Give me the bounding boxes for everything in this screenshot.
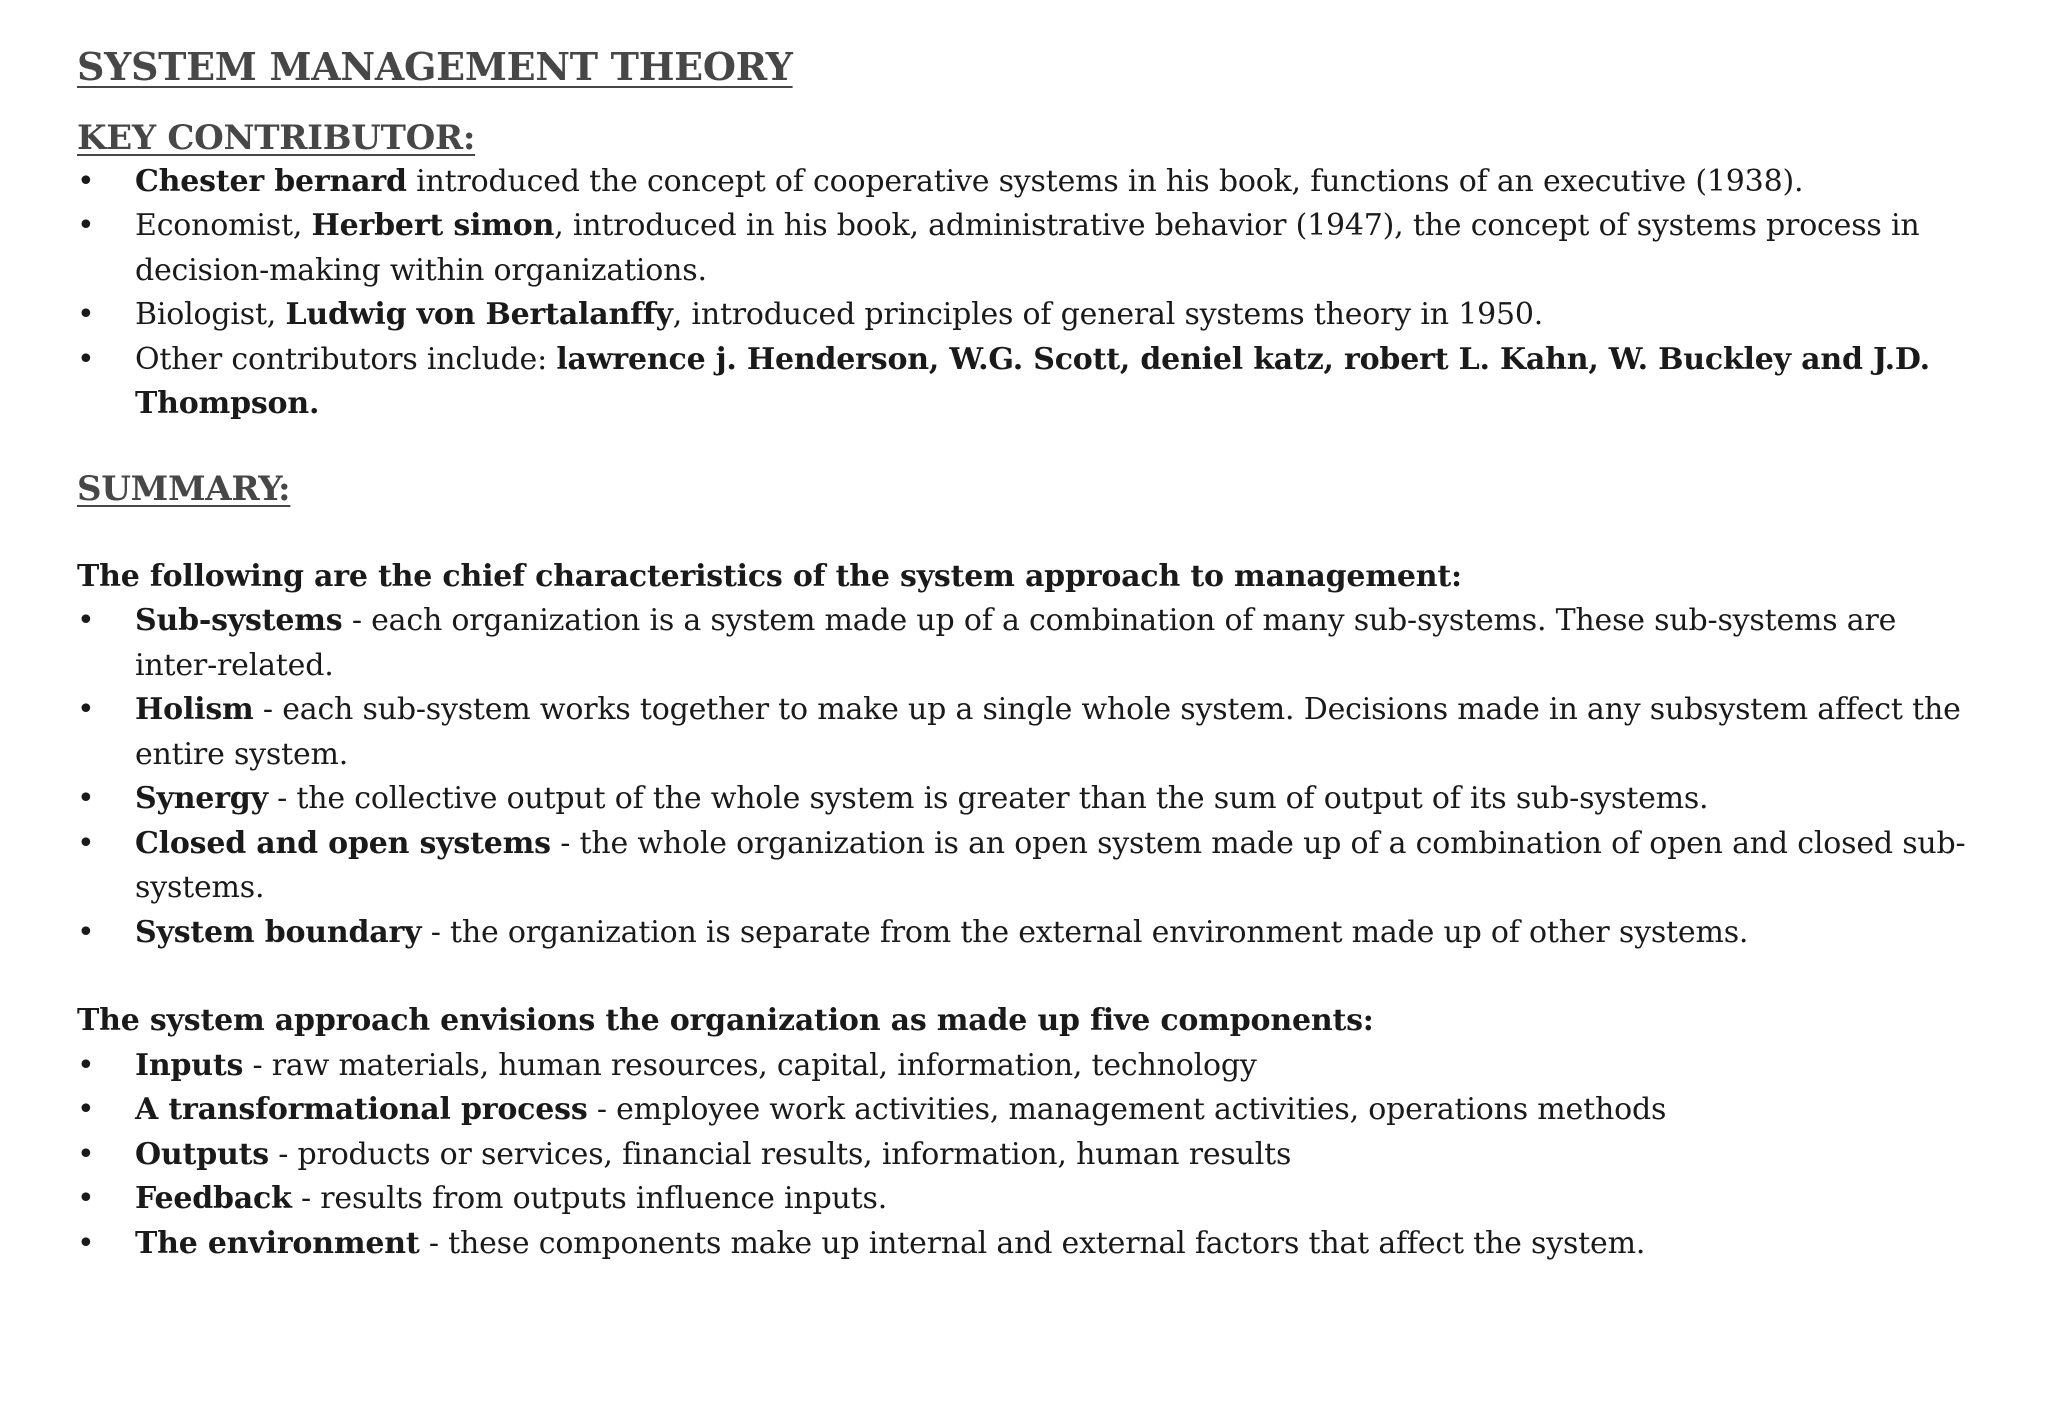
key-contributor-heading: KEY CONTRIBUTOR: [77,117,476,158]
component-description: - results from outputs influence inputs. [291,1181,888,1217]
list-item [77,599,1987,688]
bullet-icon: • [77,781,95,817]
characteristic-description: - the collective output of the whole system is greater than the sum of output of its sub-systems. [267,781,1709,817]
characteristic-term: Sub-systems [135,603,343,639]
bullet-icon: • [77,1181,95,1217]
bullet-icon: • [77,1225,95,1261]
bullet-icon: • [77,163,95,199]
bullet-icon: • [77,208,95,244]
characteristics-list [77,599,1987,955]
component-term: The environment [135,1225,420,1261]
characteristic-term: Synergy [135,781,268,817]
bullet-icon: • [77,297,95,333]
summary-heading: SUMMARY: [77,468,291,509]
component-description: - these components make up internal and external factors that affect the system. [419,1225,1646,1261]
characteristic-description: - each sub-system works together to make up a single whole system. Decisions made in any subsystem affect the entire system. [135,692,1961,772]
contributor-role: Economist, [135,208,312,244]
component-description: - raw materials, human resources, capital, information, technology [243,1047,1257,1083]
contributor-name: Herbert simon [311,208,555,244]
characteristic-description: - the organization is separate from the external environment made up of other systems. [421,914,1749,950]
contributor-role: Other contributors include: [135,341,557,377]
bullet-icon: • [77,1136,95,1172]
contributor-description: introduced the concept of cooperative systems in his book, functions of an executive (1938). [406,163,1804,199]
characteristic-description: - the whole organization is an open system made up of a combination of open and closed sub-systems. [135,825,1966,906]
list-item [77,1133,1987,1178]
contributor-name: lawrence j. Henderson, W.G. Scott, deniel katz, robert L. Kahn, W. Buckley and J.D. Thompson. [135,341,1930,422]
list-item [77,1222,1987,1267]
characteristics-intro: The following are the chief characteristics of the system approach to management: [77,558,1462,594]
list-item [77,1088,1987,1133]
component-term: Feedback [135,1181,292,1217]
components-intro: The system approach envisions the organization as made up five components: [77,1003,1374,1039]
list-item [77,338,1987,427]
characteristic-term: System boundary [135,914,422,950]
list-item [77,688,1987,777]
bullet-icon: • [77,1047,95,1083]
bullet-icon: • [77,914,95,950]
bullet-icon: • [77,341,95,377]
list-item [77,1044,1987,1089]
list-item [77,293,1987,338]
bullet-icon: • [77,603,95,639]
list-item [77,822,1987,911]
characteristic-description: - each organization is a system made up of a combination of many sub-systems. These sub-systems are inter-related. [135,603,1897,683]
component-term: A transformational process [135,1092,588,1128]
contributor-role: Biologist, [135,297,286,333]
component-description: - employee work activities, management activities, operations methods [587,1092,1667,1128]
document-title: SYSTEM MANAGEMENT THEORY [77,44,793,89]
component-term: Inputs [135,1047,244,1083]
component-description: - products or services, financial results, information, human results [268,1136,1292,1172]
contributor-name: Chester bernard [135,163,407,199]
contributor-description: , introduced principles of general systems theory in 1950. [672,297,1544,333]
list-item [77,911,1987,956]
components-list [77,1044,1987,1267]
list-item [77,777,1987,822]
list-item [77,160,1987,205]
list-item [77,204,1987,293]
contributor-description: , introduced in his book, administrative behavior (1947), the concept of systems process in decision-making within organizations. [135,208,1920,288]
document-page [77,44,1987,1266]
key-contributor-list [77,160,1987,427]
characteristic-term: Holism [135,692,254,728]
characteristic-term: Closed and open systems [135,825,551,861]
bullet-icon: • [77,1092,95,1128]
bullet-icon: • [77,825,95,861]
component-term: Outputs [135,1136,269,1172]
contributor-name: Ludwig von Bertalanffy [285,297,673,333]
list-item [77,1177,1987,1222]
bullet-icon: • [77,692,95,728]
